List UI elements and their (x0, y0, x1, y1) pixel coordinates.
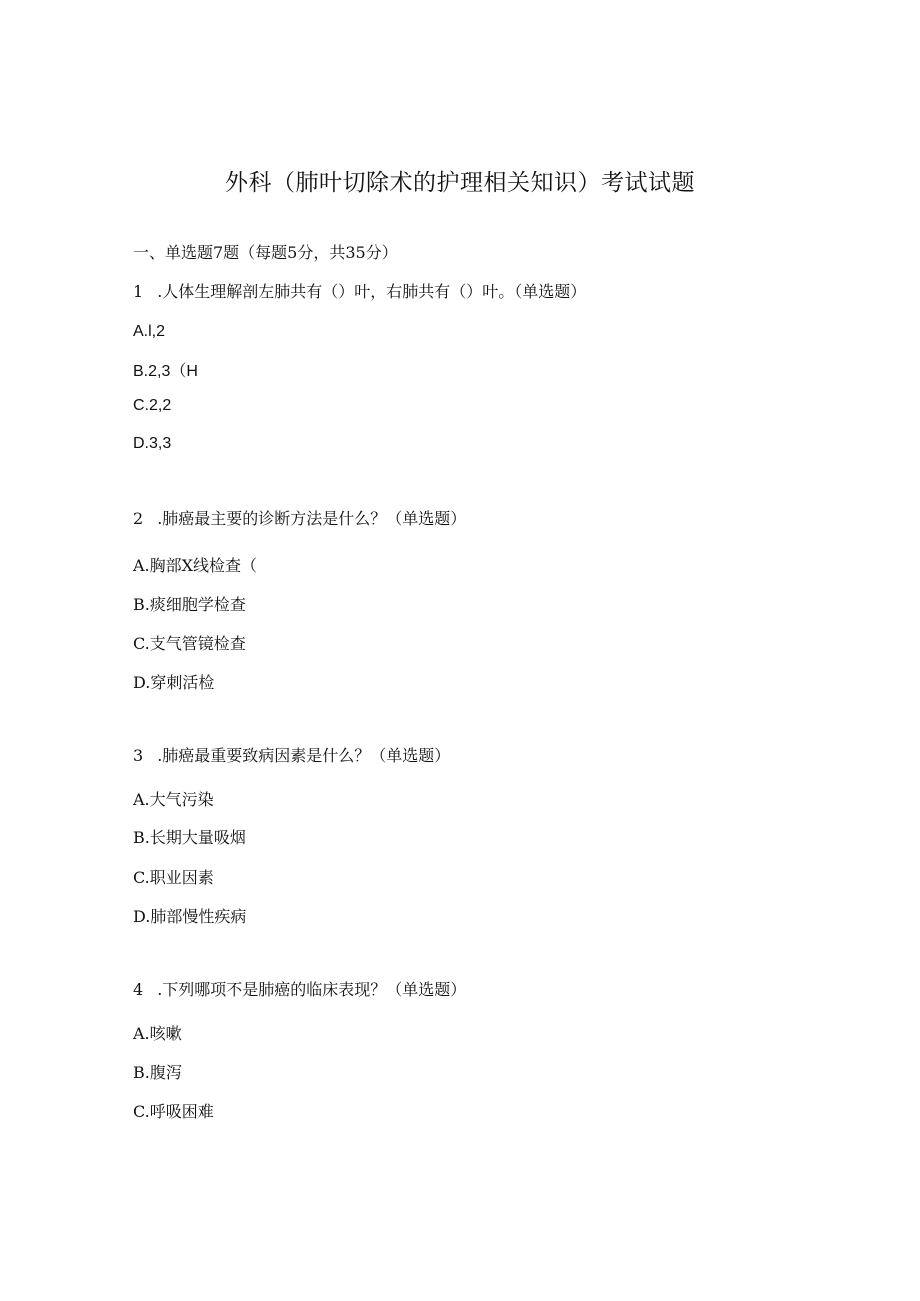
question-number: 1 (133, 282, 144, 301)
question-1-option-a: A.l,2 (133, 323, 166, 340)
question-4-option-a: A.咳嗽 (133, 1024, 182, 1043)
question-4-option-b: B.腹泻 (133, 1063, 182, 1082)
question-2-option-c: C.支气管镜检查 (133, 634, 246, 653)
question-number: 2 (133, 509, 144, 528)
question-text: .肺癌最重要致病因素是什么？（单选题） (157, 746, 451, 765)
section-heading: 一、单选题7题（每题5分，共35分） (133, 243, 398, 262)
question-1-option-c: C.2,2 (133, 397, 172, 414)
question-1 (133, 279, 586, 302)
question-3 (133, 743, 450, 766)
question-number: 4 (133, 980, 144, 999)
question-number: 3 (133, 746, 144, 765)
question-2-option-d: D.穿刺活检 (133, 673, 215, 692)
question-2-option-a: A.胸部X线检查（ (133, 556, 258, 575)
document-title: 外科（肺叶切除术的护理相关知识）考试试题 (225, 170, 695, 196)
question-text: .人体生理解剖左肺共有（）叶，右肺共有（）叶。（单选题） (157, 282, 587, 301)
question-4 (133, 977, 466, 1000)
question-2-option-b: B.痰细胞学检查 (133, 595, 246, 614)
question-3-option-d: D.肺部慢性疾病 (133, 907, 247, 926)
question-3-option-a: A.大气污染 (133, 790, 214, 809)
question-text: .下列哪项不是肺癌的临床表现？（单选题） (157, 980, 467, 999)
question-2 (133, 506, 466, 529)
question-1-option-b: B.2,3（H (133, 363, 198, 380)
question-1-option-d: D.3,3 (133, 435, 172, 452)
question-4-option-c: C.呼吸困难 (133, 1102, 214, 1121)
question-3-option-b: B.长期大量吸烟 (133, 828, 246, 847)
question-text: .肺癌最主要的诊断方法是什么？（单选题） (157, 509, 467, 528)
question-3-option-c: C.职业因素 (133, 868, 214, 887)
